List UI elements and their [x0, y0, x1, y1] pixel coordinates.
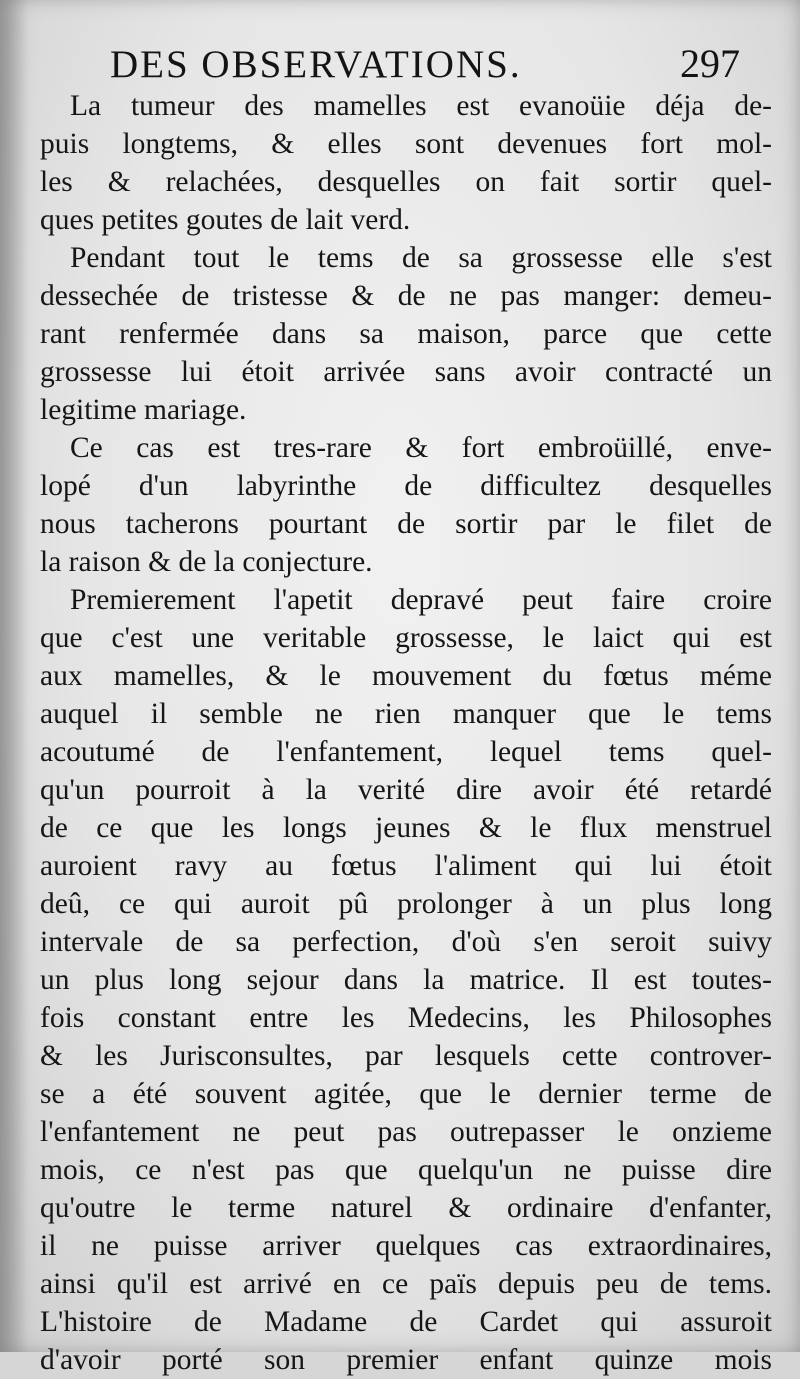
text-line: aux mamelles, & le mouvement du fœtus méme [40, 660, 772, 692]
text-line: Pendant tout le tems de sa grossesse elle s'est [70, 242, 772, 274]
text-line: & les Jurisconsultes, par lesquels cette controver- [40, 1040, 772, 1072]
text-line: Premierement l'apetit depravé peut faire croire [70, 584, 772, 616]
text-line: qu'un pourroit à la verité dire avoir été retardé [40, 774, 772, 806]
text-line: auquel il semble ne rien manquer que le tems [40, 698, 772, 730]
text-line: Ce cas est tres-rare & fort embroüillé, enve- [70, 432, 772, 464]
text-line: fois constant entre les Medecins, les Philosophes [40, 1002, 772, 1034]
text-line: un plus long sejour dans la matrice. Il est toutes- [40, 964, 772, 996]
text-line: lopé d'un labyrinthe de difficultez desquelles [40, 470, 772, 502]
text-line: rant renfermée dans sa maison, parce que cette [40, 318, 772, 350]
running-title: DES OBSERVATIONS. [110, 43, 522, 86]
text-line: qu'outre le terme naturel & ordinaire d'enfanter, [40, 1192, 772, 1224]
body-text [40, 87, 772, 1379]
text-line: intervale de sa perfection, d'où s'en seroit suivy [40, 926, 772, 958]
text-line: acoutumé de l'enfantement, lequel tems quel- [40, 736, 772, 768]
text-line: nous tacherons pourtant de sortir par le filet de [40, 508, 772, 540]
text-line: L'histoire de Madame de Cardet qui assuroit [40, 1306, 772, 1338]
text-line: ainsi qu'il est arrivé en ce païs depuis peu de tems. [40, 1268, 772, 1300]
page-number: 297 [680, 41, 740, 86]
text-line: mois, ce n'est pas que quelqu'un ne puisse dire [40, 1154, 772, 1186]
text-line: il ne puisse arriver quelques cas extraordinaires, [40, 1230, 772, 1262]
text-line: grossesse lui étoit arrivée sans avoir contracté un [40, 356, 772, 388]
text-line: legitime mariage. [40, 394, 247, 426]
binding-shadow [0, 0, 28, 1352]
text-line: puis longtems, & elles sont devenues fort mol- [40, 128, 772, 160]
text-line: de ce que les longs jeunes & le flux menstruel [40, 812, 772, 844]
text-line: d'avoir porté son premier enfant quinze mois [40, 1344, 772, 1376]
text-line: deû, ce qui auroit pû prolonger à un plus long [40, 888, 772, 920]
text-line: ques petites goutes de lait verd. [40, 204, 411, 236]
text-line: la raison & de la conjecture. [40, 546, 373, 578]
text-line: auroient ravy au fœtus l'aliment qui lui étoit [40, 850, 772, 882]
text-line: se a été souvent agitée, que le dernier terme de [40, 1078, 772, 1110]
text-line: l'enfantement ne peut pas outrepasser le onzieme [40, 1116, 772, 1148]
text-line: les & relachées, desquelles on fait sortir quel- [40, 166, 772, 198]
text-line: que c'est une veritable grossesse, le laict qui est [40, 622, 772, 654]
text-line: La tumeur des mamelles est evanoüie déja de- [70, 90, 772, 122]
text-line: dessechée de tristesse & de ne pas manger: demeu- [40, 280, 772, 312]
